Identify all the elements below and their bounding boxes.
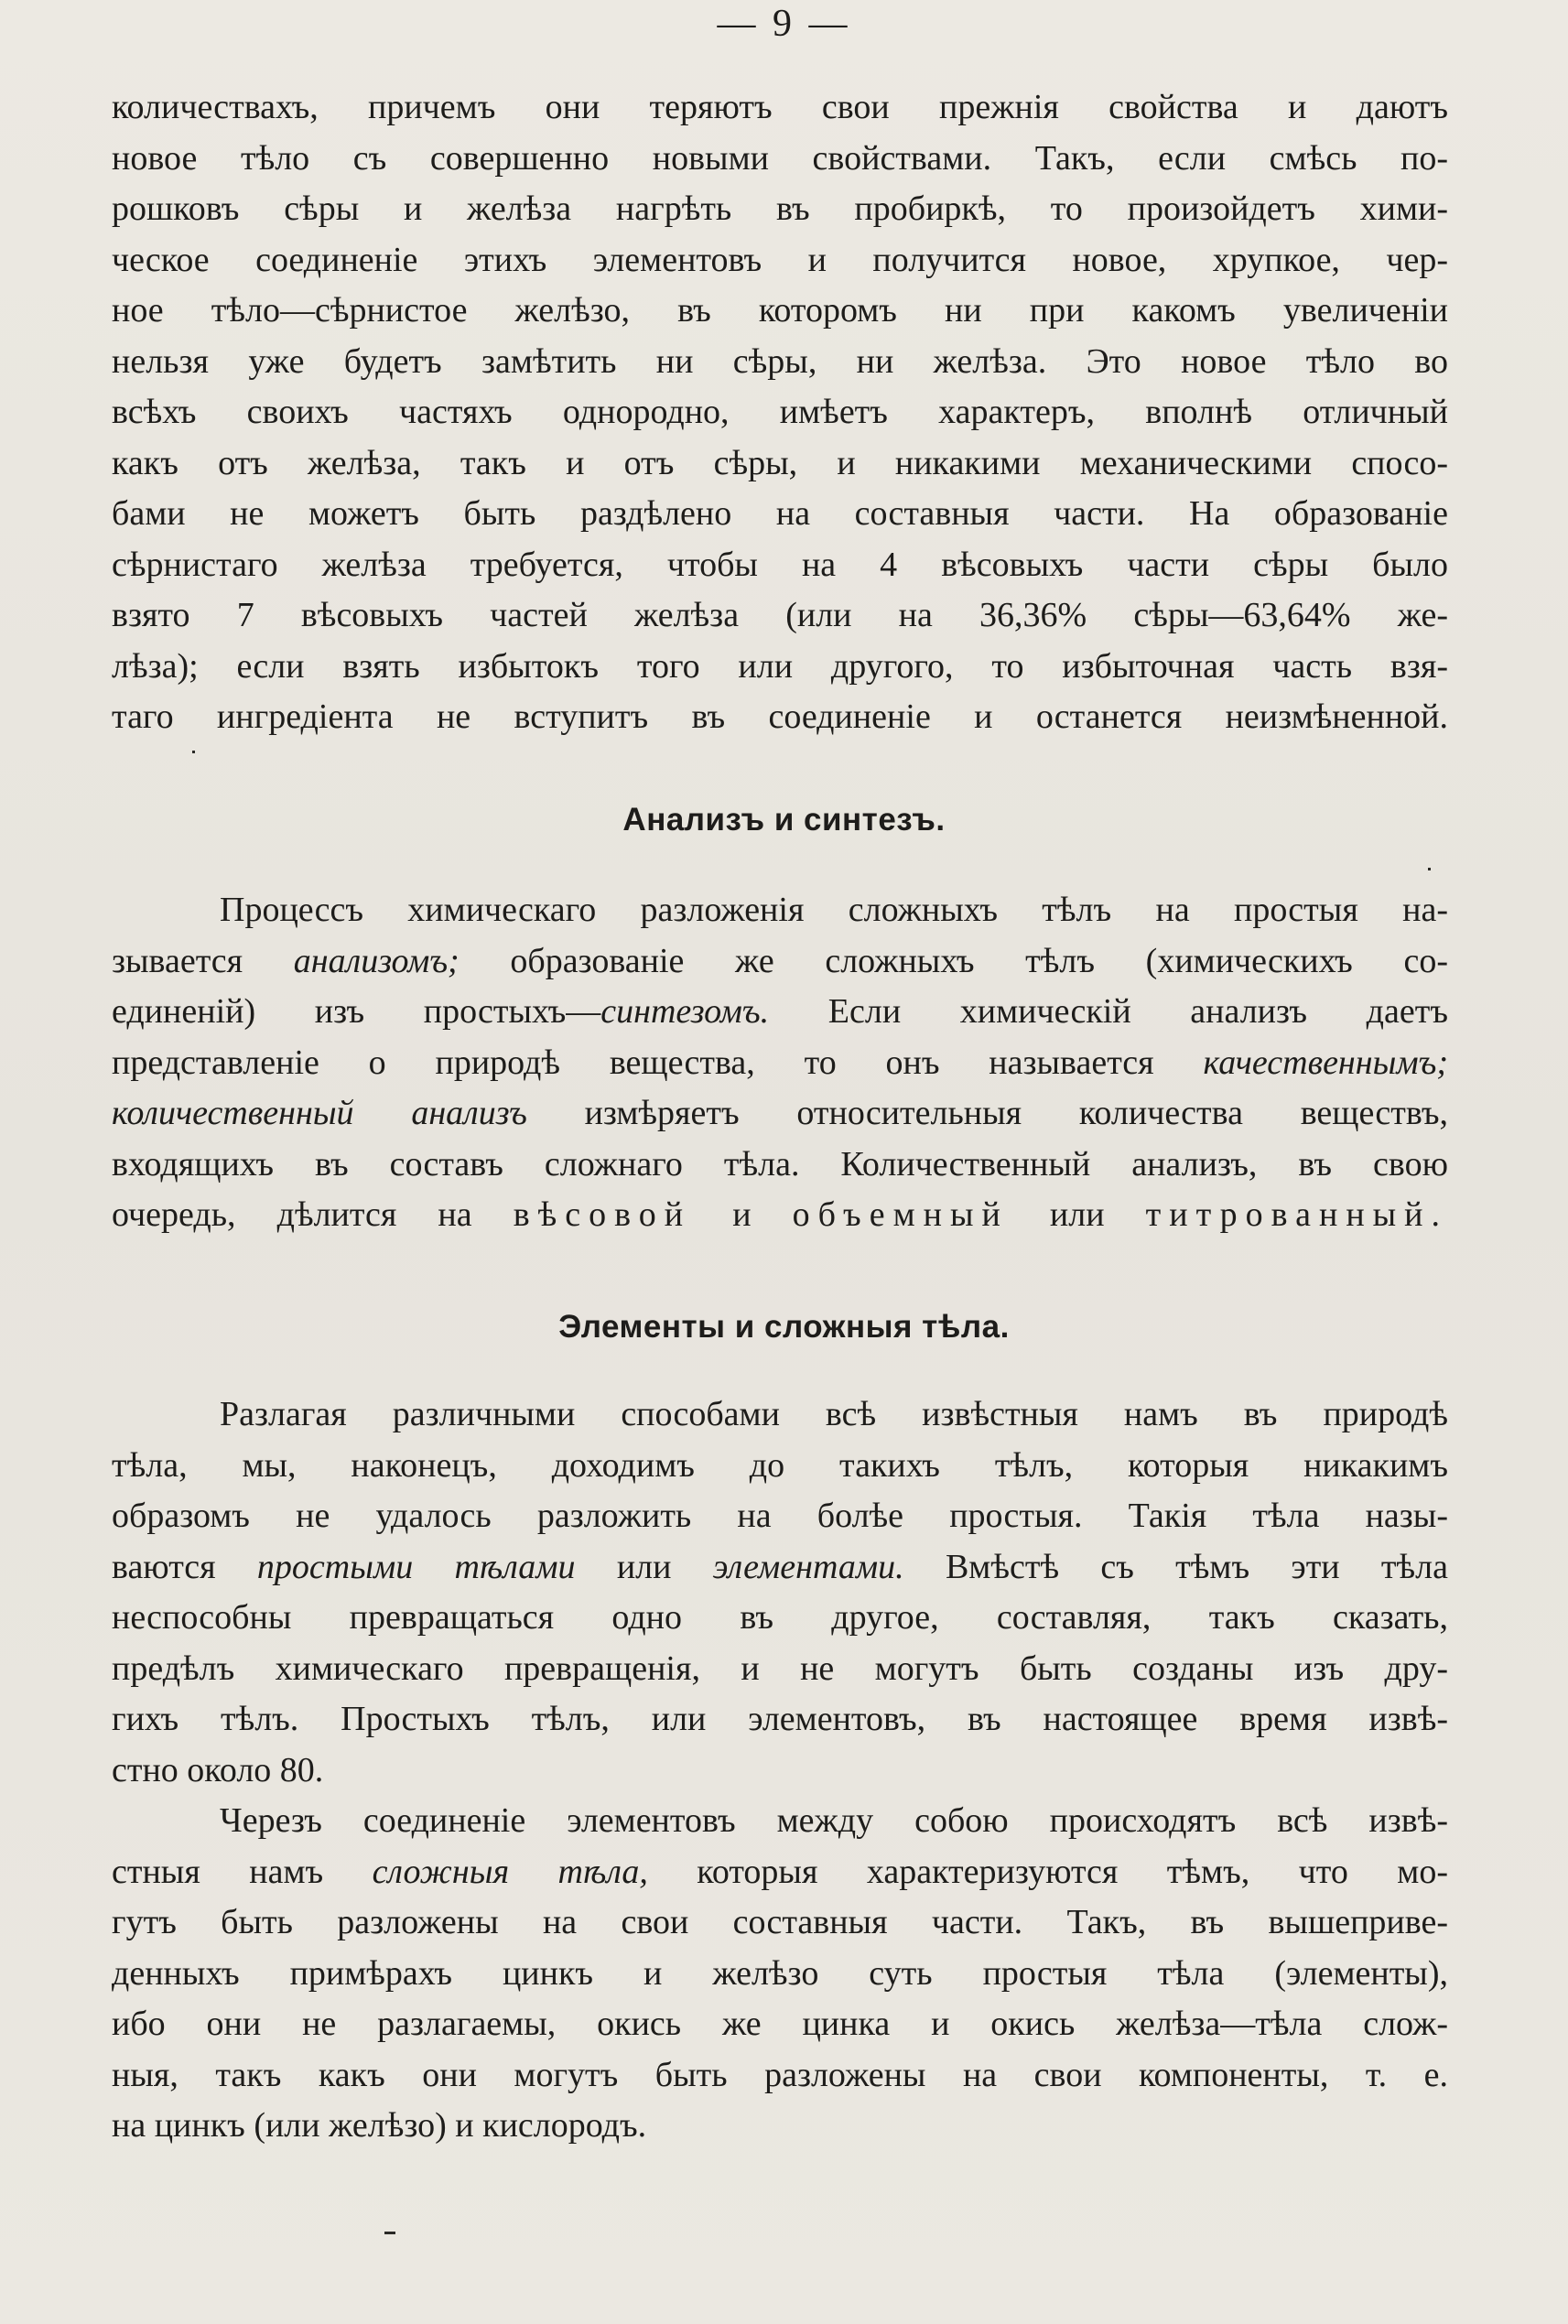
text-line: гихъ тѣлъ. Простыхъ тѣлъ, или элементовъ, въ настоящее время извѣ-	[112, 1700, 1448, 1738]
text-line: нельзя уже будетъ замѣтить ни сѣры, ни желѣза. Это новое тѣло во	[112, 341, 1448, 381]
text-line: зывается анализомъ; образованіе же сложныхъ тѣлъ (химическихъ со-	[112, 941, 1448, 980]
text-line: бами не можетъ быть раздѣлено на составныя части. На образованіе	[112, 494, 1448, 533]
text-line: количествахъ, причемъ они теряютъ свои прежнія свойства и даютъ	[112, 88, 1448, 126]
text-line: единеній) изъ простыхъ—синтезомъ. Если химическій анализъ даетъ	[112, 992, 1448, 1031]
ink-speck	[1428, 868, 1431, 870]
text-line: стно около 80.	[112, 1750, 324, 1789]
text-line: Черезъ соединеніе элементовъ между собою происходятъ всѣ извѣ-	[220, 1801, 1448, 1840]
text-line: таго ингредіента не вступитъ въ соединеніе и останется неизмѣненной.	[112, 697, 1448, 736]
text-line: лѣза); если взять избытокъ того или другого, то избыточная часть взя-	[112, 646, 1448, 686]
paragraph-elements	[112, 1389, 1448, 1796]
text-line: сѣрнистаго желѣза требуется, чтобы на 4 вѣсовыхъ части сѣры было	[112, 545, 1448, 584]
text-line: денныхъ примѣрахъ цинкъ и желѣзо суть простыя тѣла (элементы),	[112, 1953, 1448, 1993]
term-simple-bodies: простыми тѣлами	[256, 1547, 576, 1586]
term-synthesis: синтезомъ.	[600, 992, 770, 1031]
text-line: тѣла, мы, наконецъ, доходимъ до такихъ тѣлъ, которыя никакимъ	[112, 1445, 1448, 1485]
page-number: — 9 —	[717, 3, 851, 45]
text-line: количественный анализъ измѣряетъ относительныя количества веществъ,	[112, 1094, 1448, 1132]
paragraph-analysis-synthesis	[112, 885, 1448, 1241]
paragraph-continuation	[112, 82, 1448, 743]
text-line: гутъ быть разложены на свои составныя части. Такъ, въ вышеприве-	[112, 1903, 1448, 1941]
term-elements: элементами.	[712, 1547, 904, 1586]
text-line: Процессъ химическаго разложенія сложныхъ тѣлъ на простыя на-	[220, 891, 1448, 929]
term-quantitative-analysis: количественный анализъ	[112, 1094, 527, 1132]
text-line: взято 7 вѣсовыхъ частей желѣза (или на 36,36% сѣры—63,64% же-	[112, 596, 1448, 634]
section-heading-analysis-synthesis: Анализъ и синтезъ.	[622, 802, 946, 838]
text-line: ибо они не разлагаемы, окись же цинка и окись желѣза—тѣла слож-	[112, 2005, 1448, 2043]
text-line: рошковъ сѣры и желѣза нагрѣть въ пробиркѣ, то произойдетъ хими-	[112, 189, 1448, 228]
text-line: новое тѣло съ совершенно новыми свойствами. Такъ, если смѣсь по-	[112, 138, 1448, 178]
text-line: предѣлъ химическаго превращенія, и не могутъ быть созданы изъ дру-	[112, 1648, 1448, 1688]
text-line: какъ отъ желѣза, такъ и отъ сѣры, и никакими механическими спосо-	[112, 443, 1448, 482]
paragraph-compounds	[112, 1796, 1448, 2152]
term-compound-bodies: сложныя тѣла,	[372, 1852, 648, 1891]
term-weight: вѣсовой	[513, 1195, 692, 1234]
text-line: на цинкъ (или желѣзо) и кислородъ.	[112, 2106, 647, 2145]
section-heading-elements: Элементы и сложныя тѣла.	[558, 1309, 1010, 1345]
term-titration: титрованный.	[1145, 1195, 1449, 1234]
text-line: Разлагая различными способами всѣ извѣстныя намъ въ природѣ	[220, 1395, 1448, 1433]
term-analysis: анализомъ;	[293, 941, 460, 980]
term-qualitative: качественнымъ;	[1203, 1043, 1448, 1082]
text-line: входящихъ въ составъ сложнаго тѣла. Количественный анализъ, въ свою	[112, 1144, 1448, 1184]
text-line: ное тѣло—сѣрнистое желѣзо, въ которомъ ни при какомъ увеличеніи	[112, 291, 1448, 330]
text-line: ваются простыми тѣлами или элементами. Вмѣстѣ съ тѣмъ эти тѣла	[112, 1547, 1448, 1586]
ink-speck	[384, 2232, 395, 2234]
term-volumetric: объемный	[792, 1195, 1009, 1234]
text-line: стныя намъ сложныя тѣла, которыя характеризуются тѣмъ, что мо-	[112, 1852, 1448, 1891]
text-line: всѣхъ своихъ частяхъ однородно, имѣетъ характеръ, вполнѣ отличный	[112, 393, 1448, 431]
text-line: представленіе о природѣ вещества, то онъ называется качественнымъ;	[112, 1043, 1448, 1082]
text-line: образомъ не удалось разложить на болѣе простыя. Такія тѣла назы-	[112, 1497, 1448, 1535]
text-line: ныя, такъ какъ они могутъ быть разложены на свои компоненты, т. е.	[112, 2055, 1448, 2094]
text-line: ческое соединеніе этихъ элементовъ и получится новое, хрупкое, чер-	[112, 240, 1448, 279]
text-line: очередь, дѣлится на вѣсовой и объемный или титрованный.	[112, 1195, 1449, 1234]
ink-speck	[192, 751, 195, 753]
text-line: неспособны превращаться одно въ другое, составляя, такъ сказать,	[112, 1598, 1448, 1637]
